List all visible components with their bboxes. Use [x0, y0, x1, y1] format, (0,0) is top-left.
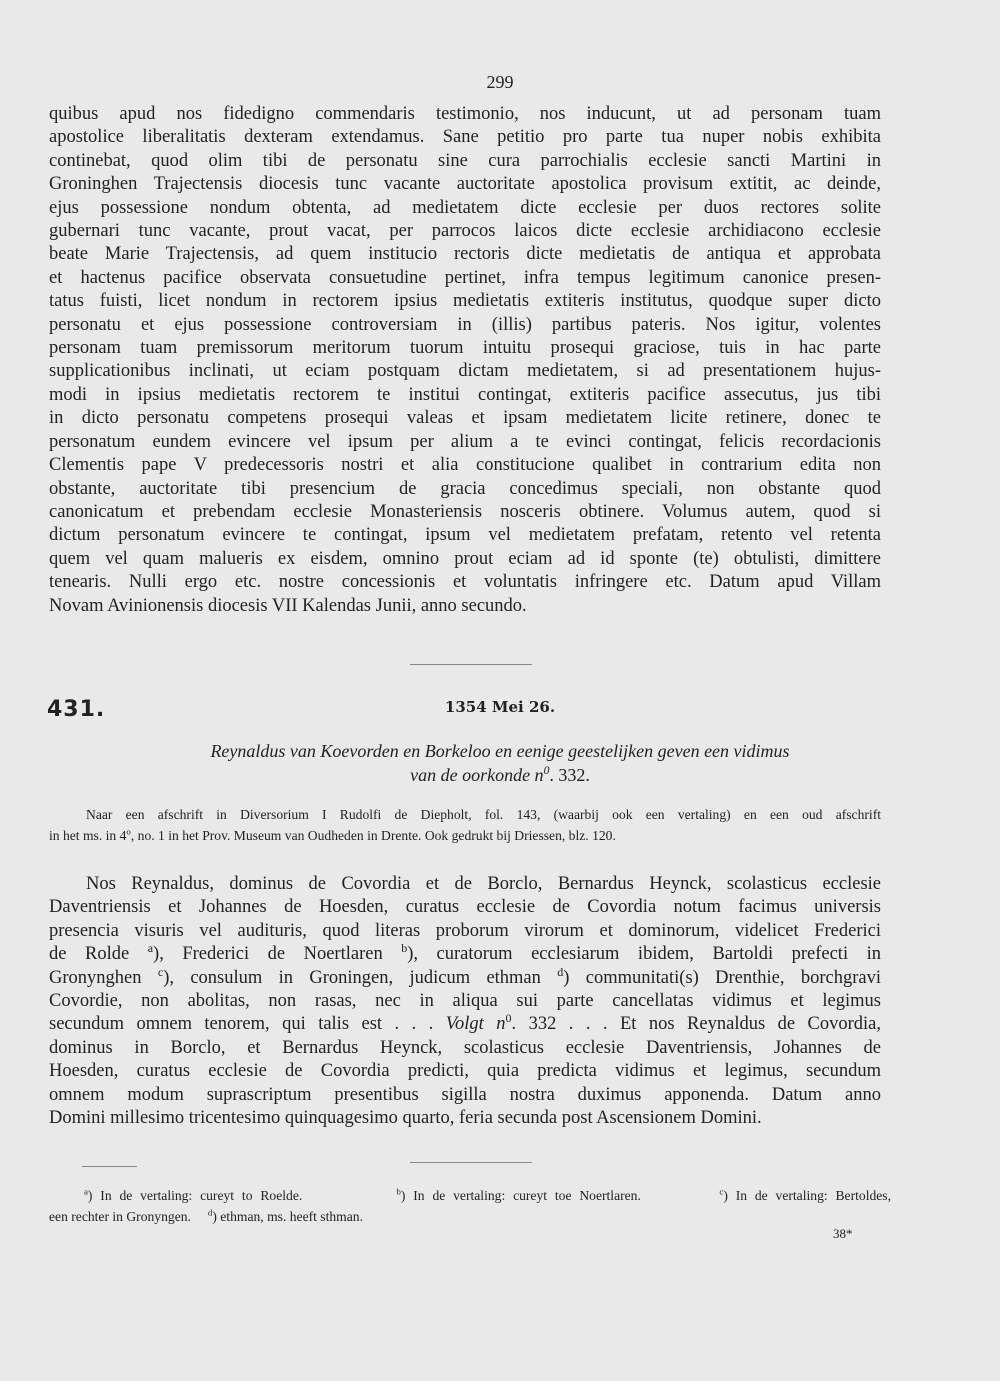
footnote-ref-b: b [401, 941, 408, 956]
charter-line: dominus in Borclo, et Bernardus Heynck, scolasticus ecclesie Daventriensis, Johannes de [49, 1037, 881, 1058]
charter-line: de Rolde $^a$), Frederici de Noertlaren $^b$), curatorum ecclesiarum ibidem, Bartoldi prefecti in [49, 941, 881, 965]
charter-line: in dicto personatu competens prosequi valeas et ipsam medietatem licite retinere, donec te [49, 408, 881, 429]
charter-line: Clementis pape V predecessoris nostri et alia constitucione qualibet in contrarium edita non [49, 455, 881, 476]
document-number: 431. [47, 697, 106, 722]
charter-line: apostolice liberalitatis dexteram extendamus. Sane petitio pro parte tua nuper nobis exhibita [49, 127, 881, 148]
charter-line: et hactenus pacifice observata consuetudine pertinet, infra tempus legitimum canonice presen- [49, 267, 881, 288]
charter-line: gubernari tunc vacante, prout vacat, per parrocos laicos dicte ecclesie archidiacono ecclesie [49, 221, 881, 242]
charter-line: personatu et ejus possessione controversiam in (illis) partibus pateris. Nos igitur, volentes [49, 314, 881, 335]
section-divider [410, 664, 532, 665]
printer-signature-mark: 38* [833, 1226, 853, 1241]
charter-line: presencia visuris vel audituris, quod literas proborum virorum et dominorum, videlicet Frederici [49, 920, 881, 941]
source-note [49, 804, 881, 846]
charter-line: personatum eundem evincere vel ipsum per alium a te evinci contingat, felicis recordacionis [49, 431, 881, 452]
charter-line: secundum omnem tenorem, qui talis est . . . Volgt $n^0$. 332 . . . Et nos Reynaldus de Covordia, [49, 1011, 881, 1035]
charter-line: Covordie, non abolitas, non rasas, nec in aliqua sui parte cancellatas vidimus et legimus [49, 991, 881, 1012]
charter-line: Groninghen Trajectensis diocesis tunc vacante auctoritate apostolica provisum extitit, ac deinde, [49, 174, 881, 195]
document-summary [0, 739, 1000, 787]
charter-line: quem vel quam malueris ex eisdem, omnino prout eciam ad id sponte (te) obtulisti, dimittere [49, 548, 881, 569]
charter-line: personam tuam premissorum meritorum tuorum intuitu prosequi graciose, tuis in hac parte [49, 338, 881, 359]
charter-line: modi in ipsius medietatis rectorem te institui contingat, extiteris pacifice assecutus, jus tibi [49, 384, 881, 405]
summary-line-1: Reynaldus van Koevorden en Borkeloo en eenige geestelijken geven een vidimus [210, 741, 790, 761]
source-note-line-1: Naar een afschrift in Diversorium I Rudolfi de Diepholt, fol. 143, (waarbij ook een vertaling) en een oud afschrift [86, 807, 881, 822]
footnotes-line-1: $^a$) In de vertaling: cureyt to Roelde. $^b$) In de vertaling: cureyt toe Noertlaren. $^c$) In de vertaling: Bertoldes, [84, 1186, 891, 1203]
source-note-line-2: in het ms. in 4$^o$, no. 1 in het Prov. Museum van Oudheden in Drente. Ook gedrukt bij Driessen, blz. 120. [49, 826, 616, 843]
charter-text-continued [49, 103, 881, 618]
summary-line-2: van de oorkonde $n^0$. 332. [410, 764, 590, 785]
charter-line: continebat, quod olim tibi de personatu sine cura parrochialis ecclesie sancti Martini in [49, 150, 881, 171]
page-number: 299 [486, 72, 514, 92]
section-divider [410, 1162, 532, 1163]
footnote-rule [82, 1166, 137, 1167]
charter-line: omnem modum suprascriptum presentibus sigilla nostra duximus apponenda. Datum anno [49, 1084, 881, 1105]
charter-line: dictum personatum evincere te contingat, ipsum vel medietatem prefatam, retento vel retenta [49, 525, 881, 546]
charter-line: Novam Avinionensis diocesis VII Kalendas Junii, anno secundo. [49, 595, 527, 616]
charter-line: quibus apud nos fidedigno commendaris testimonio, nos inducunt, ut ad personam tuam [49, 104, 881, 124]
charter-line: beate Marie Trajectensis, ad quem institucio rectoris dicte medietatis de antiqua et approbata [49, 244, 881, 265]
charter-line: Hoesden, curatus ecclesie de Covordia predicti, quia predicta vidimus et legimus, secundum [49, 1061, 881, 1082]
footnote-ref-a: a [147, 941, 154, 956]
charter-line: obstante, auctoritate tibi presencium de gracia concedimus speciali, non obstante quod [49, 478, 881, 499]
charter-line: supplicationibus inclinati, ut eciam postquam dictam medietatem, si ad presentationem hujus- [49, 361, 881, 382]
charter-line: Daventriensis et Johannes de Hoesden, curatus ecclesie de Covordia notum facimus universis [49, 897, 881, 918]
footnotes [49, 1185, 891, 1227]
footnote-ref-d: d [557, 964, 564, 979]
charter-line: tenearis. Nulli ergo etc. nostre concessionis et voluntatis infringere etc. Datum apud Villam [49, 572, 881, 593]
charter-line: Domini millesimo tricentesimo quinquagesimo quarto, feria secunda post Ascensionem Domini. [49, 1108, 762, 1129]
charter-line: canonicatum et prebendam ecclesie Monasteriensis nosceris obtinere. Volumus autem, quod si [49, 501, 881, 522]
charter-line: Nos Reynaldus, dominus de Covordia et de Borclo, Bernardus Heynck, scolasticus ecclesie [86, 874, 881, 894]
charter-text [49, 873, 881, 1130]
footnote-ref-c: c [157, 964, 164, 979]
footnotes-line-2: een rechter in Gronyngen. $^d$) ethman, ms. heeft sthman. [49, 1207, 363, 1224]
charter-line: Gronynghen $^c$), consulum in Groningen, judicum ethman $^d$) communitati(s) Drenthie, borchgravi [49, 964, 881, 988]
document-date: 1354 Mei 26. [444, 698, 556, 716]
charter-line: tatus fuisti, licet nondum in rectorem ipsius medietatis extiteris institutus, quodque super dicto [49, 291, 881, 312]
charter-line: ejus possessione nondum obtenta, ad medietatem dicte ecclesie per duos rectores solite [49, 197, 881, 218]
